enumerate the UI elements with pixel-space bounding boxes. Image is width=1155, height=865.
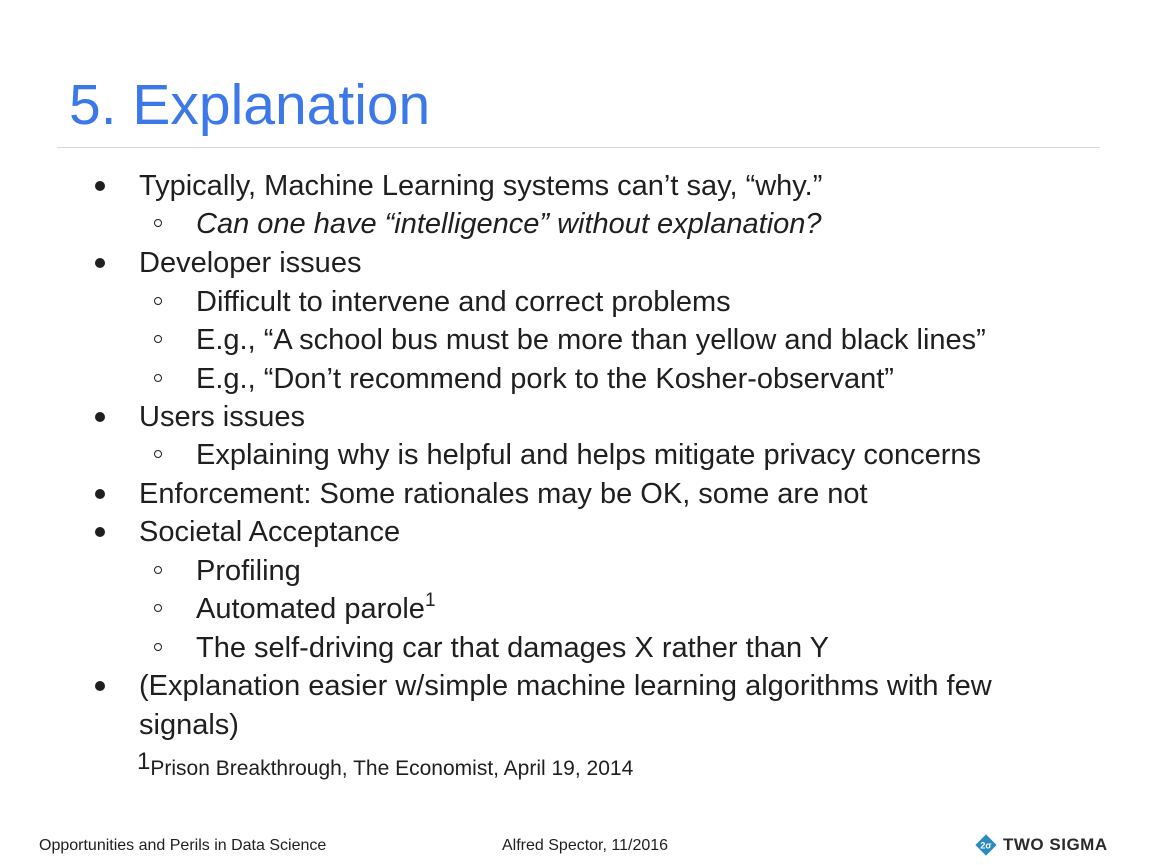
bullet-text: Automated parole — [196, 593, 425, 625]
bullet-text: Enforcement: Some rationales may be OK, some are not — [139, 478, 868, 510]
bullet-text: (Explanation easier w/simple machine learning algorithms with few — [139, 670, 992, 702]
footnote — [137, 748, 634, 781]
bullet-item — [139, 667, 992, 705]
bullet-item — [139, 398, 305, 436]
two-sigma-diamond-icon — [975, 834, 997, 856]
bullet-text: The self-driving car that damages X rather than Y — [196, 632, 829, 664]
bullet-text: Users issues — [139, 401, 305, 433]
bullet-text: Typically, Machine Learning systems can’t say, “why.” — [139, 170, 823, 202]
two-sigma-logo — [975, 833, 1108, 857]
sub-bullet-item — [196, 436, 981, 474]
bullet-text: E.g., “A school bus must be more than yellow and black lines” — [196, 324, 986, 356]
bullet-item — [139, 513, 400, 551]
bullet-text: Profiling — [196, 555, 301, 587]
bullet-item — [139, 475, 868, 513]
bullet-text: Can one have “intelligence” without explanation? — [196, 208, 822, 240]
sub-bullet-item — [196, 590, 436, 628]
sub-bullet-item — [196, 629, 829, 667]
sub-bullet-item — [196, 283, 731, 321]
slide-title: 5. Explanation — [69, 73, 431, 137]
footer-author-date: Alfred Spector, 11/2016 — [502, 837, 669, 854]
footnote-text: Prison Breakthrough, The Economist, April 19, 2014 — [150, 757, 634, 780]
footer-presentation-title: Opportunities and Perils in Data Science — [39, 837, 327, 854]
bullet-item — [139, 244, 361, 282]
bullet-text: Explaining why is helpful and helps mitigate privacy concerns — [196, 439, 982, 471]
sub-bullet-item — [196, 321, 986, 359]
bullet-text: Difficult to intervene and correct problems — [196, 286, 731, 318]
footnote-reference: 1 — [424, 590, 436, 611]
bullet-text: E.g., “Don’t recommend pork to the Kosher-observant” — [196, 363, 894, 395]
sub-bullet-item — [196, 360, 894, 398]
logo-mark-text: 2σ — [980, 840, 992, 851]
bullet-item — [139, 167, 822, 205]
logo-text: TWO SIGMA — [1003, 835, 1108, 854]
bullet-text: signals) — [139, 709, 239, 741]
bullet-continuation — [139, 706, 239, 744]
footnote-marker: 1 — [137, 748, 151, 775]
bullet-text: Developer issues — [139, 247, 362, 279]
sub-bullet-item — [196, 205, 822, 243]
sub-bullet-item — [196, 552, 301, 590]
bullet-text: Societal Acceptance — [139, 516, 401, 548]
